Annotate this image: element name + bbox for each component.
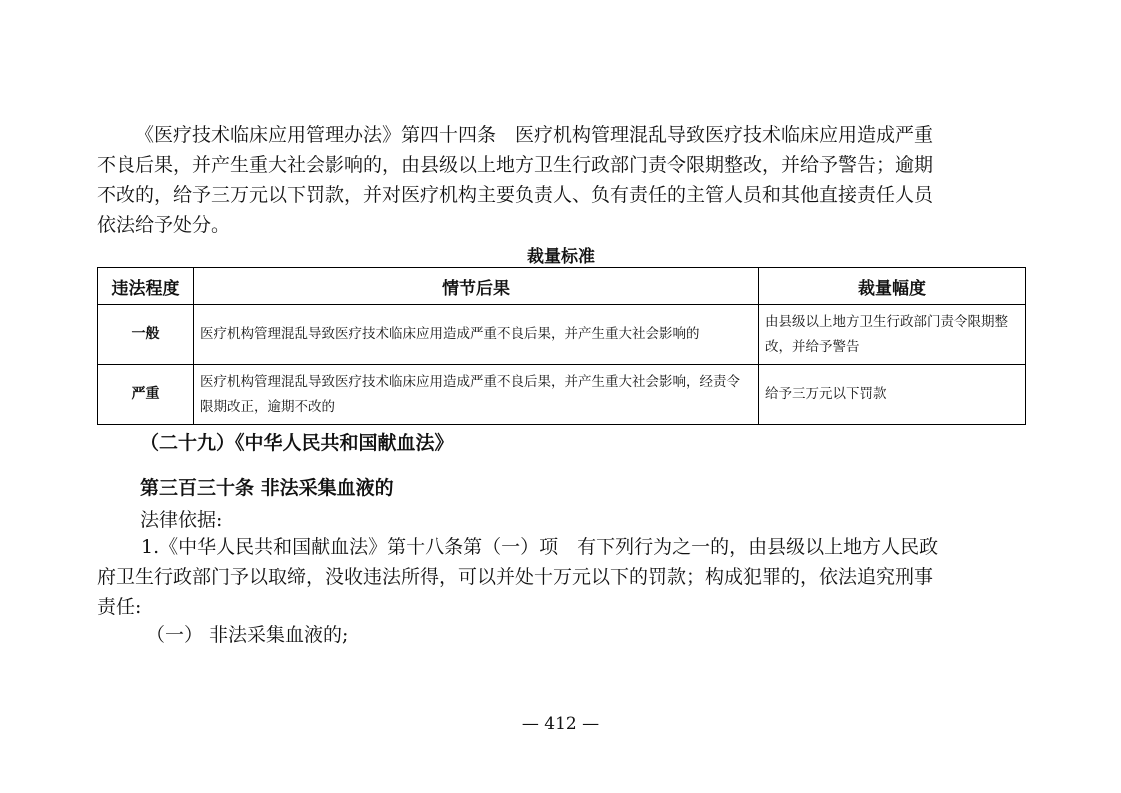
legal-basis-label: 法律依据: xyxy=(140,509,223,531)
basis-line: 府卫生行政部门予以取缔，没收违法所得，可以并处十万元以下的罚款；构成犯罪的，依法追究刑事 xyxy=(97,566,934,588)
table-caption: 裁量标准 xyxy=(527,247,595,267)
list-item: （一） 非法采集血液的; xyxy=(146,624,349,646)
intro-line: 不良后果，并产生重大社会影响的，由县级以上地方卫生行政部门责令限期整改，并给予警告；逾期 xyxy=(97,154,934,176)
basis-paragraph xyxy=(97,532,1027,622)
consequence-cell: 医疗机构管理混乱导致医疗技术临床应用造成严重不良后果，并产生重大社会影响的 xyxy=(194,305,759,365)
penalty-cell: 给予三万元以下罚款 xyxy=(759,365,1026,425)
intro-line: 《医疗技术临床应用管理办法》第四十四条 医疗机构管理混乱导致医疗技术临床应用造成严重 xyxy=(135,124,934,146)
consequence-cell: 医疗机构管理混乱导致医疗技术临床应用造成严重不良后果，并产生重大社会影响，经责令限期改正，逾期不改的 xyxy=(194,365,759,425)
law-heading: （二十九）《中华人民共和国献血法》 xyxy=(140,432,454,454)
table-row xyxy=(98,305,1026,365)
level-cell: 一般 xyxy=(98,305,194,365)
basis-line: 1.《中华人民共和国献血法》第十八条第（一）项 有下列行为之一的，由县级以上地方人民政 xyxy=(141,536,939,558)
header-violation-level: 违法程度 xyxy=(98,268,194,305)
header-penalty-range: 裁量幅度 xyxy=(759,268,1026,305)
page-number: — 412 — xyxy=(521,714,600,734)
table-row xyxy=(98,365,1026,425)
intro-line: 依法给予处分。 xyxy=(97,214,231,236)
intro-line: 不改的，给予三万元以下罚款，并对医疗机构主要负责人、负有责任的主管人员和其他直接责任人员 xyxy=(97,184,934,206)
table-header-row xyxy=(98,268,1026,305)
intro-paragraph xyxy=(97,120,1027,240)
header-circumstances: 情节后果 xyxy=(194,268,759,305)
basis-line: 责任: xyxy=(97,596,142,618)
article-heading: 第三百三十条 非法采集血液的 xyxy=(140,477,394,499)
penalty-cell: 由县级以上地方卫生行政部门责令限期整改，并给予警告 xyxy=(759,305,1026,365)
discretion-standard-table xyxy=(97,267,1026,425)
level-cell: 严重 xyxy=(98,365,194,425)
